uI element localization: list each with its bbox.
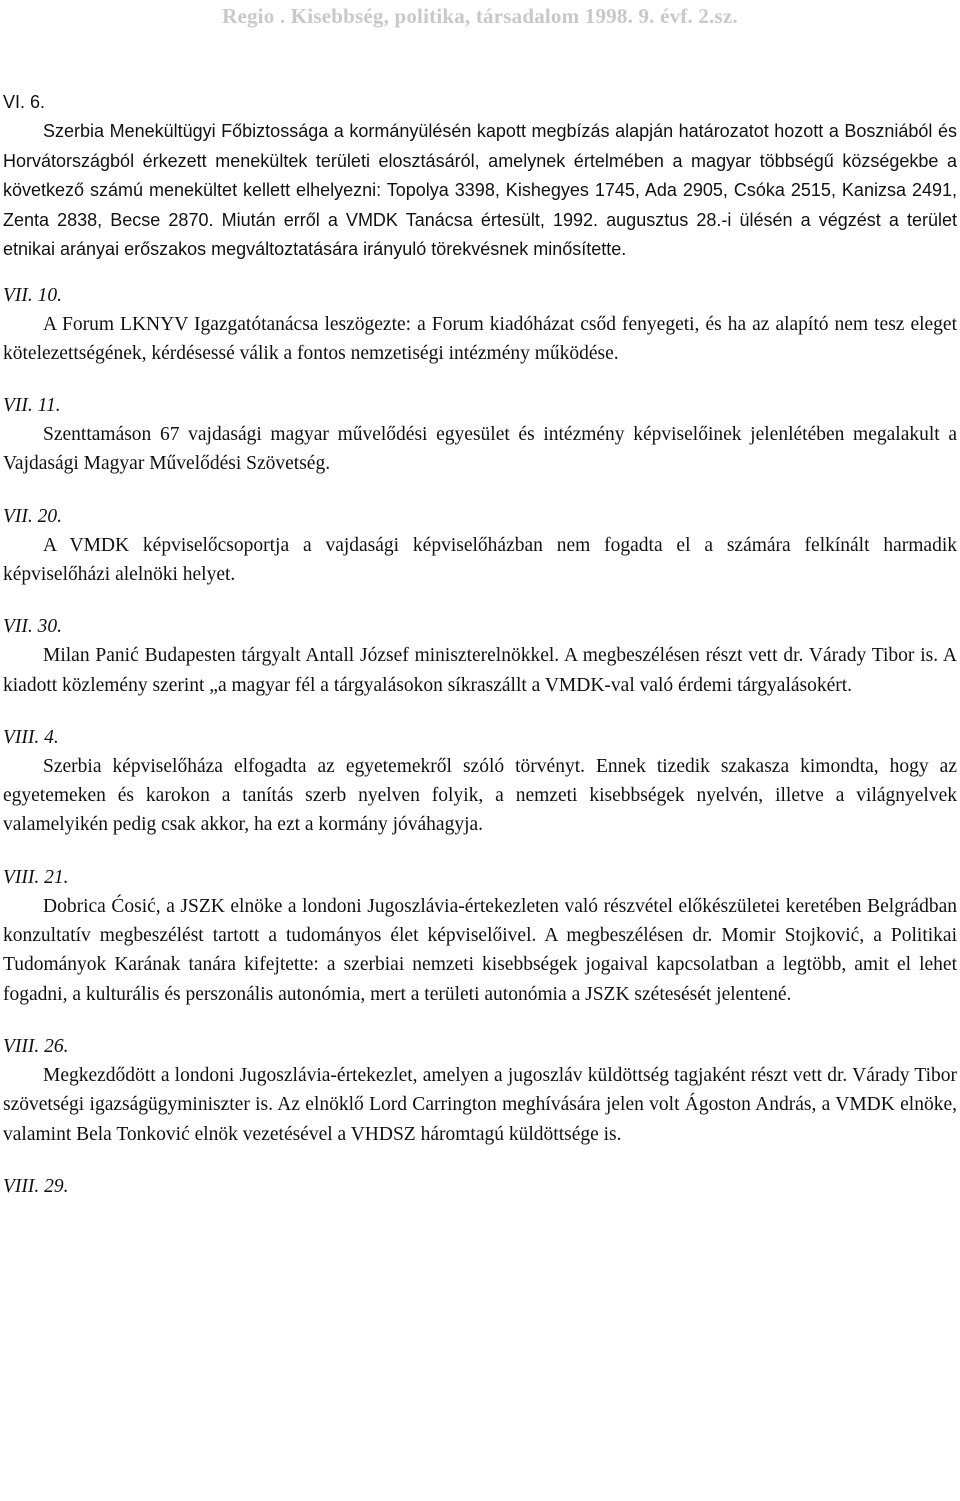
entry-date: VIII. 26. [3,1035,69,1057]
chronology-entry [3,391,957,479]
running-header: Regio . Kisebbség, politika, társadalom 1998. 9. évf. 2.sz. [222,4,738,28]
entry-text: Megkezdődött a londoni Jugoszlávia-értekezlet, amelyen a jugoszláv küldöttség tagjaként részt vett dr. Várady Tibor szövetségi igazságügyminiszter is. Az elnöklő Lord Carrington meghívására jelen volt Ágoston András, a VMDK elnöke, valamint Bela Tonković elnök vezetésével a VHDSZ háromtagú küldöttsége is. [3,1064,957,1145]
chronology-entry [3,502,957,590]
entry-date: VII. 10. [3,284,63,306]
entry-text: A Forum LKNYV Igazgatótanácsa leszögezte: a Forum kiadóházat csőd fenyegeti, és ha az alapító nem tesz eleget kötelezettségének, kérdésessé válik a fontos nemzetiségi intézmény működése. [3,313,957,364]
chronology-entry [3,723,957,840]
entry-text: Szerbia Menekültügyi Főbiztossága a kormányülésén kapott megbízás alapján határozatot hozott a Boszniából és Horvátországból érkezett menekültek területi elosztásáról, amelynek értelmében a magyar többségű községekbe a következő számú menekültet kellett elhelyezni: Topolya 3398, Kishegyes 1745, Ada 2905, Csóka 2515, Kanizsa 2491, Zenta 2838, Becse 2870. Miután erről a VMDK Tanácsa értesült, 1992. augusztus 28.-i ülésén a végzést a terület etnikai arányai erőszakos megváltoztatására irányuló törekvésnek minősítette. [3,121,957,259]
entry-date: VII. 30. [3,616,63,638]
chronology-entry [3,281,957,369]
chronology-list [3,88,957,1224]
chronology-entry [3,88,957,265]
entry-date: VII. 20. [3,505,63,527]
entry-text: Szerbia képviselőháza elfogadta az egyetemekről szóló törvényt. Ennek tizedik szakasza kimondta, hogy az egyetemeken és karokon a tanítás szerb nyelven folyik, a nemzeti kisebbségek nyelvén, illetve a világnyelvek valamelyikén pedig csak akkor, ha ezt a kormány jóváhagyja. [3,755,957,836]
entry-date: VIII. 4. [3,726,59,748]
entry-date: VIII. 21. [3,866,69,888]
entry-date: VII. 11. [3,395,61,417]
chronology-entry [3,863,957,1009]
entry-text: Szenttamáson 67 vajdasági magyar művelődési egyesület és intézmény képviselőinek jelenlétében megalakult a Vajdasági Magyar Művelődési Szövetség. [3,424,957,475]
entry-text: Dobrica Ćosić, a JSZK elnöke a londoni Jugoszlávia-értekezleten való részvétel előkészületei keretében Belgrádban konzultatív megbeszélést tartott a tudományos élet képviselőivel. A megbeszélésen dr. Momir Stojković, a Politikai Tudományok Karának tanára kifejtette: a szerbiai nemzeti kisebbségek jogaival kapcsolatban a legtöbb, amit el lehet fogadni, a kulturális és perszonális autonómia, mert a területi autonómia a JSZK szétesését jelentené. [3,895,957,1005]
entry-text: Milan Panić Budapesten tárgyalt Antall József miniszterelnökkel. A megbeszélésen részt vett dr. Várady Tibor is. A kiadott közlemény szerint „a magyar fél a tárgyalásokon síkraszállt a VMDK-val való érdemi tárgyalásokért. [3,645,957,696]
entry-date: VIII. 29. [3,1175,69,1197]
entry-date: VI. 6. [3,92,46,112]
chronology-entry [3,1172,957,1201]
chronology-entry [3,1032,957,1149]
chronology-entry [3,612,957,700]
entry-text: A VMDK képviselőcsoportja a vajdasági képviselőházban nem fogadta el a számára felkínált harmadik képviselőházi alelnöki helyet. [3,534,957,585]
